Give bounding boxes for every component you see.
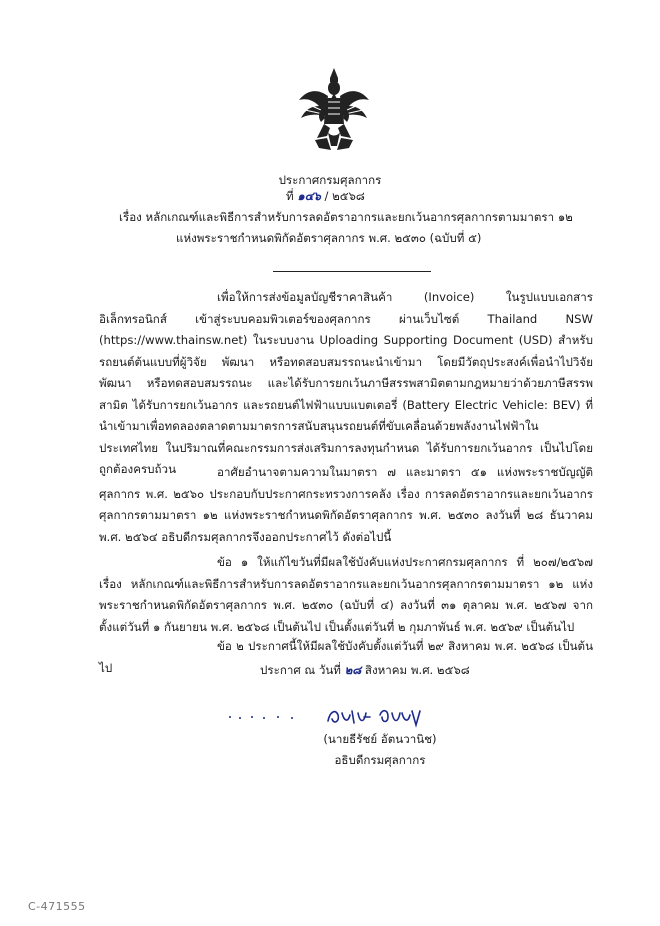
date-prefix: ประกาศ ณ วันที่: [260, 663, 341, 677]
number-prefix: ที่: [286, 189, 294, 203]
document-id-stamp: C-471555: [28, 900, 86, 913]
handwritten-number: ๑๔๖: [297, 189, 321, 203]
paragraph-2: อาศัยอำนาจตามความในมาตรา ๗ และมาตรา ๕๑ แห่งพระราชบัญญัติศุลกากร พ.ศ. ๒๕๖๐ ประกอบกับประกาศกระทรวงการคลัง เรื่อง การลดอัตราอากรและยกเว้นอากรศุลกากรตามมาตรา ๑๒ แห่งพระราชกำหนดพิกัดอัตราศุลกากร พ.ศ. ๒๕๓๐ ลงวันที่ ๒๘ ธันวาคม พ.ศ. ๒๕๖๔ อธิบดีกรมศุลกากรจึงออกประกาศไว้ ดังต่อไปนี้: [99, 465, 593, 544]
date-suffix: สิงหาคม พ.ศ. ๒๕๖๘: [364, 663, 470, 677]
paragraph-4: ข้อ ๒ ประกาศนี้ให้มีผลใช้บังคับตั้งแต่วันที่ ๒๙ สิงหาคม พ.ศ. ๒๕๖๘ เป็นต้นไป: [99, 639, 593, 675]
announcement-number: [286, 189, 365, 203]
handwritten-day: ๒๘: [344, 663, 362, 677]
signer-name: (นายธีรัชย์ อัตนวานิช): [323, 732, 437, 746]
subject-line-1: เรื่อง หลักเกณฑ์และพิธีการสำหรับการลดอัตราอากรและยกเว้นอากรศุลกากรตามมาตรา ๑๒: [119, 210, 573, 224]
signature-dots: [226, 712, 306, 722]
announcement-date: [260, 663, 470, 677]
paragraph-3: ข้อ ๑ ให้แก้ไขวันที่มีผลใช้บังคับแห่งประกาศกรมศุลกากร ที่ ๒๐๗/๒๕๖๗ เรื่อง หลักเกณฑ์และพิธีการสำหรับการลดอัตราอากรและยกเว้นอากรศุลกากรตามมาตรา ๑๒ แห่งพระราชกำหนดพิกัดอัตราศุลกากร พ.ศ. ๒๕๓๐ (ฉบับที่ ๔) ลงวันที่ ๓๑ ตุลาคม พ.ศ. ๒๕๖๗ จากตั้งแต่วันที่ ๑ กันยายน พ.ศ. ๒๕๖๘ เป็นต้นไป เป็นตั้งแต่วันที่ ๒ กุมภาพันธ์ พ.ศ. ๒๕๖๙ เป็นต้นไป: [99, 555, 593, 634]
paragraph-1: เพื่อให้การส่งข้อมูลบัญชีราคาสินค้า (Invoice) ในรูปแบบเอกสารอิเล็กทรอนิกส์ เข้าสู่ระบบคอมพิวเตอร์ของศุลกากร ผ่านเว็บไซต์ Thailand NSW (https://www.thainsw.net) ในระบบงาน Uploading Supporting Document (USD) สำหรับรถยนต์ต้นแบบที่ผู้วิจัย พัฒนา หรือทดสอบสมรรถนะนำเข้ามา โดยมีวัตถุประสงค์เพื่อนำไปวิจัย พัฒนา หรือทดสอบสมรรถนะ และได้รับการยกเว้นภาษีสรรพสามิตตามกฎหมายว่าด้วยภาษีสรรพสามิต ได้รับการยกเว้นอากร และรถยนต์ไฟฟ้าแบบแบตเตอรี่ (Battery Electric Vehicle: BEV) ที่นำเข้ามาเพื่อทดลองตลาดตามมาตรการสนับสนุนรถยนต์ที่ขับเคลื่อนด้วยพลังงานไฟฟ้าในประเทศไทย ในปริมาณที่คณะกรรมการส่งเสริมการลงทุนกำหนด ได้รับการยกเว้นอากร เป็นไปโดยถูกต้องครบถ้วน: [99, 290, 593, 476]
subject-line-2: แห่งพระราชกำหนดพิกัดอัตราศุลกากร พ.ศ. ๒๕๓๐ (ฉบับที่ ๕): [176, 231, 482, 245]
number-suffix: / ๒๕๖๘: [324, 189, 365, 203]
garuda-emblem: [297, 66, 371, 152]
signer-title: อธิบดีกรมศุลกากร: [334, 753, 426, 767]
divider: [273, 271, 431, 272]
issuer-title: ประกาศกรมศุลกากร: [278, 173, 382, 187]
handwritten-signature: [324, 703, 426, 729]
